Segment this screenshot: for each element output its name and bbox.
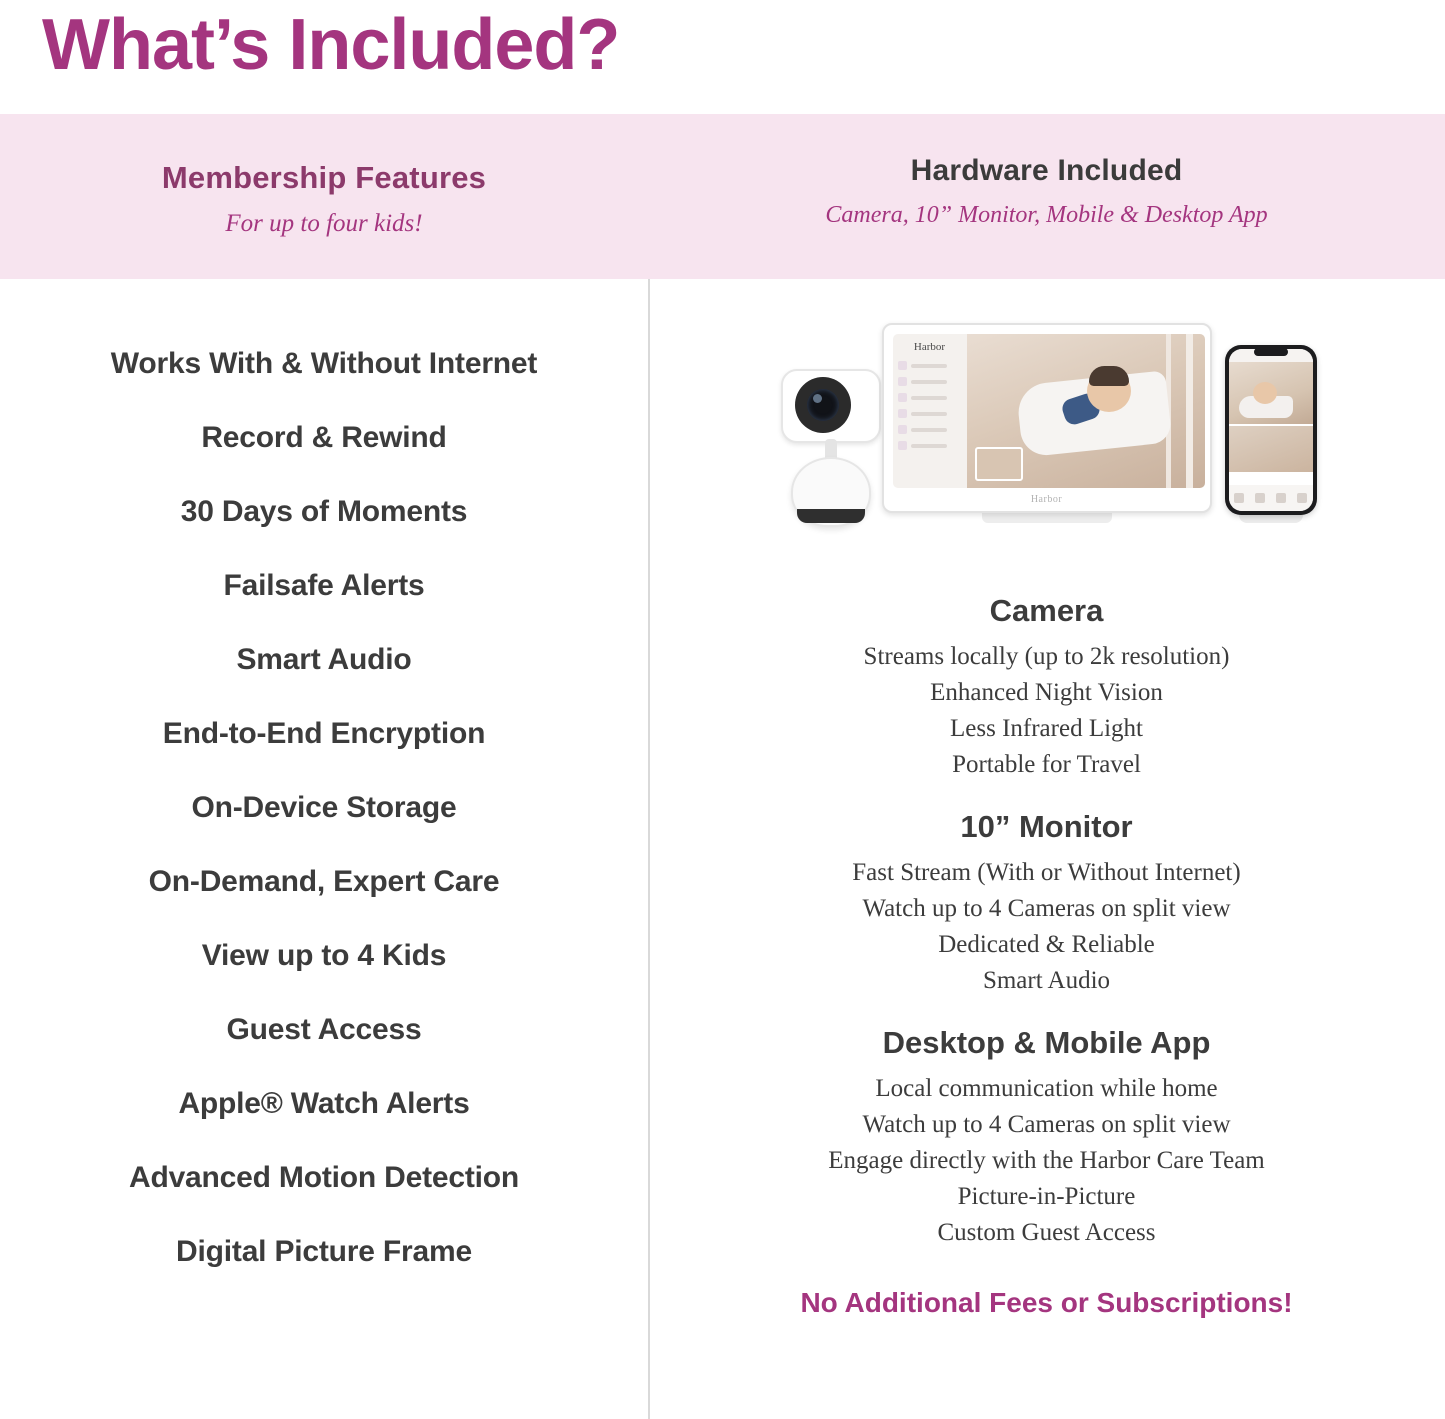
hardware-header-title: Hardware Included [910, 154, 1183, 187]
list-item: Streams locally (up to 2k resolution) [863, 643, 1230, 670]
baby-hair [1089, 366, 1129, 386]
monitor-section-heading: 10” Monitor [960, 809, 1133, 844]
phone-live-icon [1234, 493, 1244, 503]
phone-video-feed [1229, 362, 1313, 424]
monitor-device-icon [882, 323, 1212, 513]
monitor-sidebar-item [898, 425, 962, 434]
page-title: What’s Included? [42, 5, 620, 85]
list-item: End-to-End Encryption [162, 717, 486, 750]
list-item: Picture-in-Picture [957, 1183, 1136, 1210]
camera-device-icon [775, 369, 895, 539]
membership-header-subtitle: For up to four kids! [225, 210, 423, 237]
monitor-sidebar-item [898, 377, 962, 386]
monitor-sidebar [893, 334, 967, 488]
membership-header-band [0, 114, 648, 279]
content-columns [0, 114, 1445, 1419]
picture-frame-icon [898, 441, 907, 450]
hardware-column [648, 114, 1445, 1419]
list-item: Smart Audio [982, 967, 1111, 994]
list-item: Custom Guest Access [937, 1219, 1156, 1246]
monitor-sidebar-item-label [911, 444, 947, 448]
monitor-brand-label: Harbor [913, 341, 946, 353]
monitor-sidebar-item [898, 393, 962, 402]
care-icon [898, 409, 907, 418]
crib-rail-front [1186, 334, 1193, 488]
app-section-lines [648, 1071, 1445, 1251]
phone-screen [1229, 349, 1313, 511]
monitor-sidebar-item [898, 441, 962, 450]
camera-lens-inner [807, 389, 839, 421]
no-fees-note: No Additional Fees or Subscriptions! [800, 1287, 1293, 1318]
list-item: Guest Access [226, 1013, 422, 1046]
list-item: Dedicated & Reliable [938, 931, 1155, 958]
monitor-screen [893, 334, 1205, 488]
list-item: Local communication while home [875, 1075, 1218, 1102]
list-item: On-Device Storage [191, 791, 457, 824]
play-icon [898, 361, 907, 370]
list-item: Enhanced Night Vision [930, 679, 1163, 706]
monitor-sidebar-item-label [911, 412, 947, 416]
monitor-sidebar-item-label [911, 364, 947, 368]
phone-moments-icon [1255, 493, 1265, 503]
list-item: Smart Audio [236, 643, 412, 676]
moments-icon [898, 377, 907, 386]
hardware-header-band [648, 114, 1445, 279]
hardware-content [648, 279, 1445, 1319]
settings-icon [898, 425, 907, 434]
camera-base-shadow [797, 509, 865, 523]
monitor-stand [982, 513, 1112, 523]
list-item: Watch up to 4 Cameras on split view [862, 895, 1231, 922]
camera-section-heading: Camera [989, 593, 1104, 628]
phone-settings-icon [1297, 493, 1307, 503]
list-item: Watch up to 4 Cameras on split view [862, 1111, 1231, 1138]
monitor-sidebar-item-label [911, 380, 947, 384]
phone-care-icon [1276, 493, 1286, 503]
list-item: Advanced Motion Detection [128, 1161, 520, 1194]
phone-device-icon [1225, 345, 1317, 515]
list-item: Engage directly with the Harbor Care Team [828, 1147, 1265, 1174]
timeline-icon [898, 393, 907, 402]
phone-tab-bar [1229, 485, 1313, 511]
list-item: Failsafe Alerts [223, 569, 425, 602]
app-section-heading: Desktop & Mobile App [882, 1025, 1211, 1060]
monitor-chin [884, 487, 1210, 511]
list-item: View up to 4 Kids [201, 939, 447, 972]
monitor-thumbnail [975, 447, 1023, 481]
list-item: Fast Stream (With or Without Internet) [852, 859, 1241, 886]
hardware-header-subtitle: Camera, 10” Monitor, Mobile & Desktop App [825, 202, 1268, 228]
phone-baby-head [1253, 382, 1277, 404]
monitor-video-feed [967, 334, 1205, 488]
product-photo [727, 317, 1367, 567]
list-item: Digital Picture Frame [176, 1235, 472, 1268]
monitor-sidebar-item-label [911, 428, 947, 432]
list-item: On-Demand, Expert Care [148, 865, 500, 898]
list-item: Record & Rewind [201, 421, 447, 454]
list-item: 30 Days of Moments [180, 495, 468, 528]
membership-feature-list [0, 279, 648, 1289]
list-item: Apple® Watch Alerts [178, 1087, 470, 1120]
phone-notch [1254, 348, 1288, 356]
membership-column [0, 114, 648, 1419]
membership-header-title: Membership Features [161, 160, 487, 195]
phone-secondary-feed [1229, 426, 1313, 472]
monitor-sidebar-item-label [911, 396, 947, 400]
camera-section-lines [648, 639, 1445, 783]
monitor-sidebar-item [898, 409, 962, 418]
monitor-chin-brand: Harbor [1030, 493, 1063, 505]
camera-lens-glint [813, 394, 822, 403]
list-item: Portable for Travel [952, 751, 1141, 778]
monitor-sidebar-item [898, 361, 962, 370]
monitor-section-lines [648, 855, 1445, 999]
list-item: Less Infrared Light [950, 715, 1143, 742]
list-item: Works With & Without Internet [110, 347, 538, 380]
